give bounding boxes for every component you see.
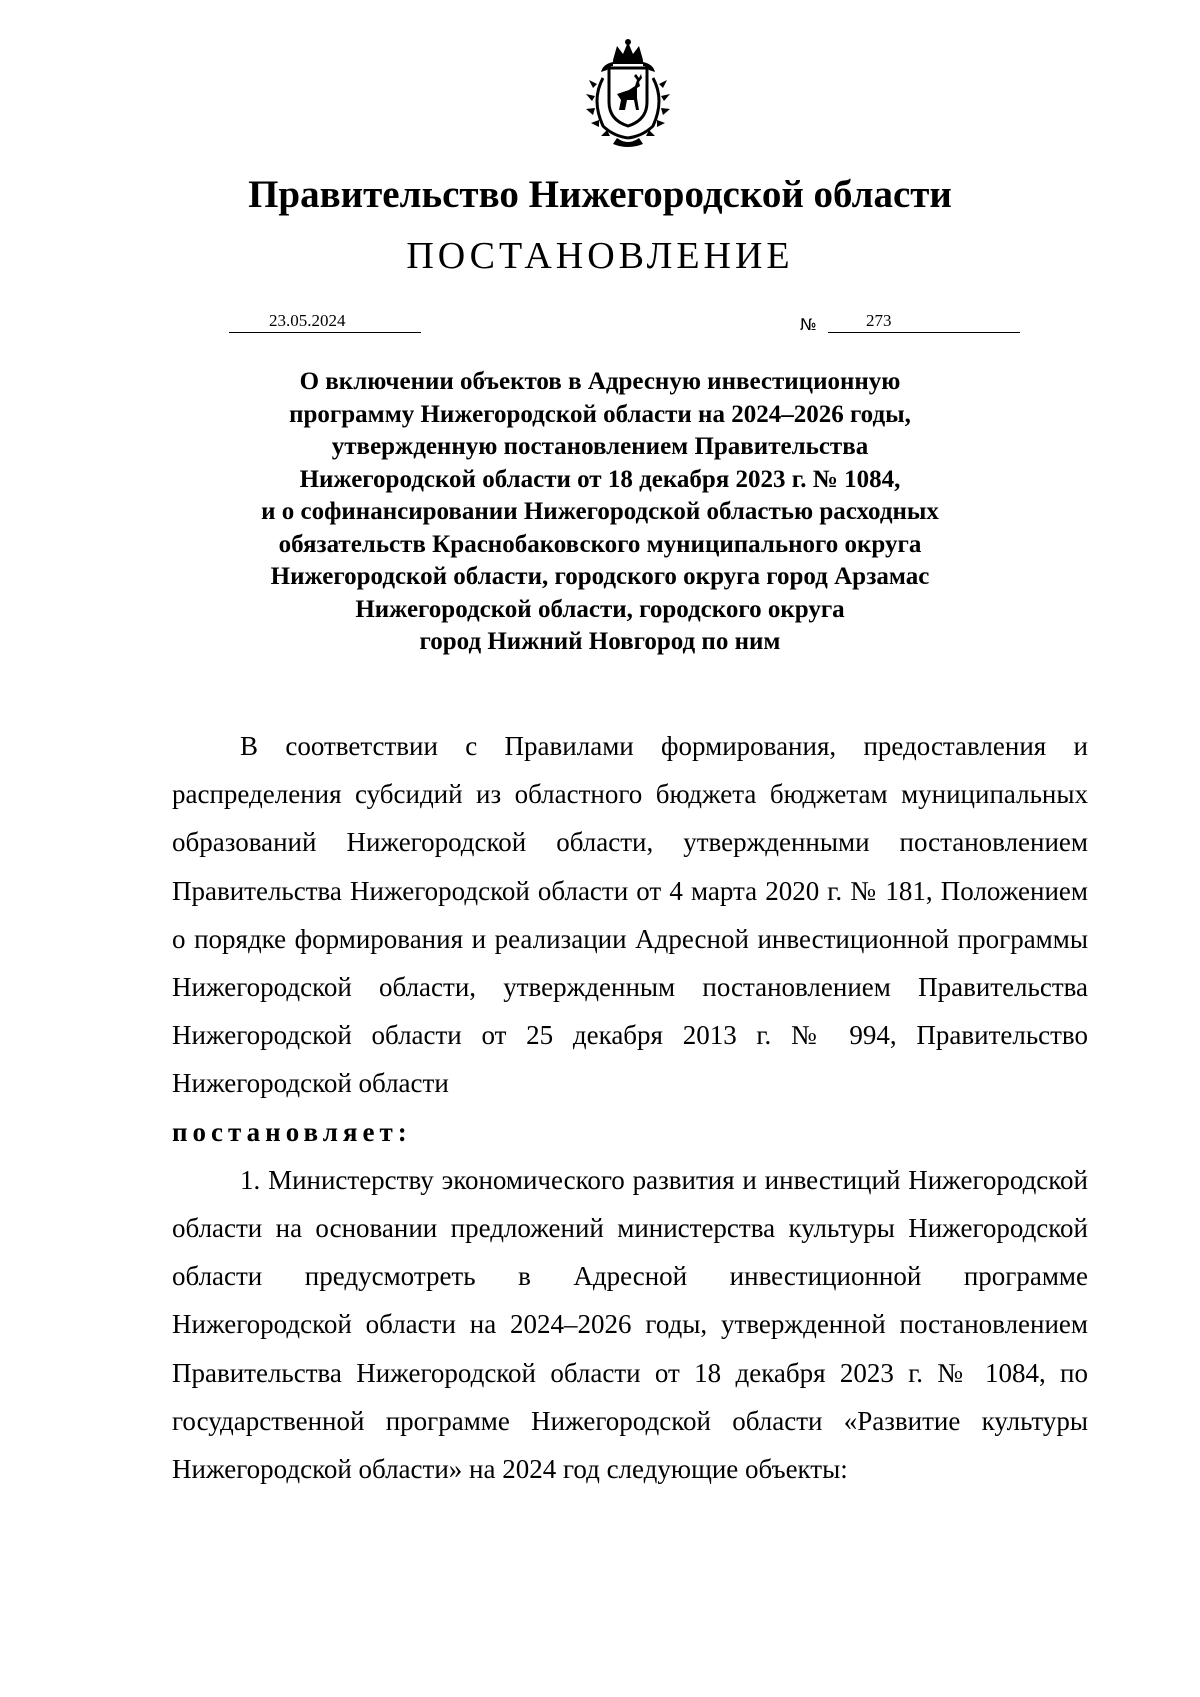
subject-line: Нижегородской области, городского округа — [355, 595, 845, 623]
subject-line: Нижегородской области от 18 декабря 2023 г. № 1084, — [299, 465, 901, 493]
nizhny-novgorod-coat-of-arms-icon — [573, 38, 683, 148]
document-date: 23.05.2024 — [229, 310, 421, 333]
subject-line: программу Нижегородской области на 2024–2026 годы, — [289, 400, 911, 428]
subject-line: обязательств Краснобаковского муниципального округа — [278, 530, 922, 558]
subject-line: город Нижний Новгород по ним — [419, 628, 781, 655]
government-name: Правительство Нижегородской области — [248, 173, 952, 216]
resolves-text: постановляет: — [172, 1116, 412, 1147]
resolves-keyword — [172, 1108, 1088, 1156]
number-sign: № — [800, 315, 817, 334]
item-1-paragraph: 1. Министерству экономического развития и инвестиций Нижегородской области на основании предложений министерства культуры Нижегородской области предусмотреть в Адресной инвестиционной программе Нижегородской области на 2024–2026 годы, утвержденной постановлением Правительства Нижегородской области от 18 декабря 2023 г. № 1084, по государственной программе Нижегородской области «Развитие культуры Нижегородской области» на 2024 год следующие объекты: — [172, 1164, 1088, 1485]
document-body — [172, 722, 1088, 1493]
document-subject — [200, 366, 1000, 659]
document-type: ПОСТАНОВЛЕНИЕ — [406, 235, 794, 277]
document-number: 273 — [828, 310, 1020, 333]
preamble-paragraph: В соответствии с Правилами формирования, предоставления и распределения субсидий из областного бюджета бюджетам муниципальных образований Нижегородской области, утвержденными постановлением Правительства Нижегородской области от 4 марта 2020 г. № 181, Положением о порядке формирования и реализации Адресной инвестиционной программы Нижегородской области, утвержденным постановлением Правительства Нижегородской области от 25 декабря 2013 г. № 994, Правительство Нижегородской области — [172, 731, 1088, 1099]
subject-line: утвержденную постановлением Правительства — [331, 433, 869, 460]
subject-line: Нижегородской области, городского округа город Арзамас — [270, 563, 930, 590]
subject-line: О включении объектов в Адресную инвестиционную — [299, 368, 901, 395]
subject-line: и о софинансировании Нижегородской областью расходных — [261, 498, 939, 525]
